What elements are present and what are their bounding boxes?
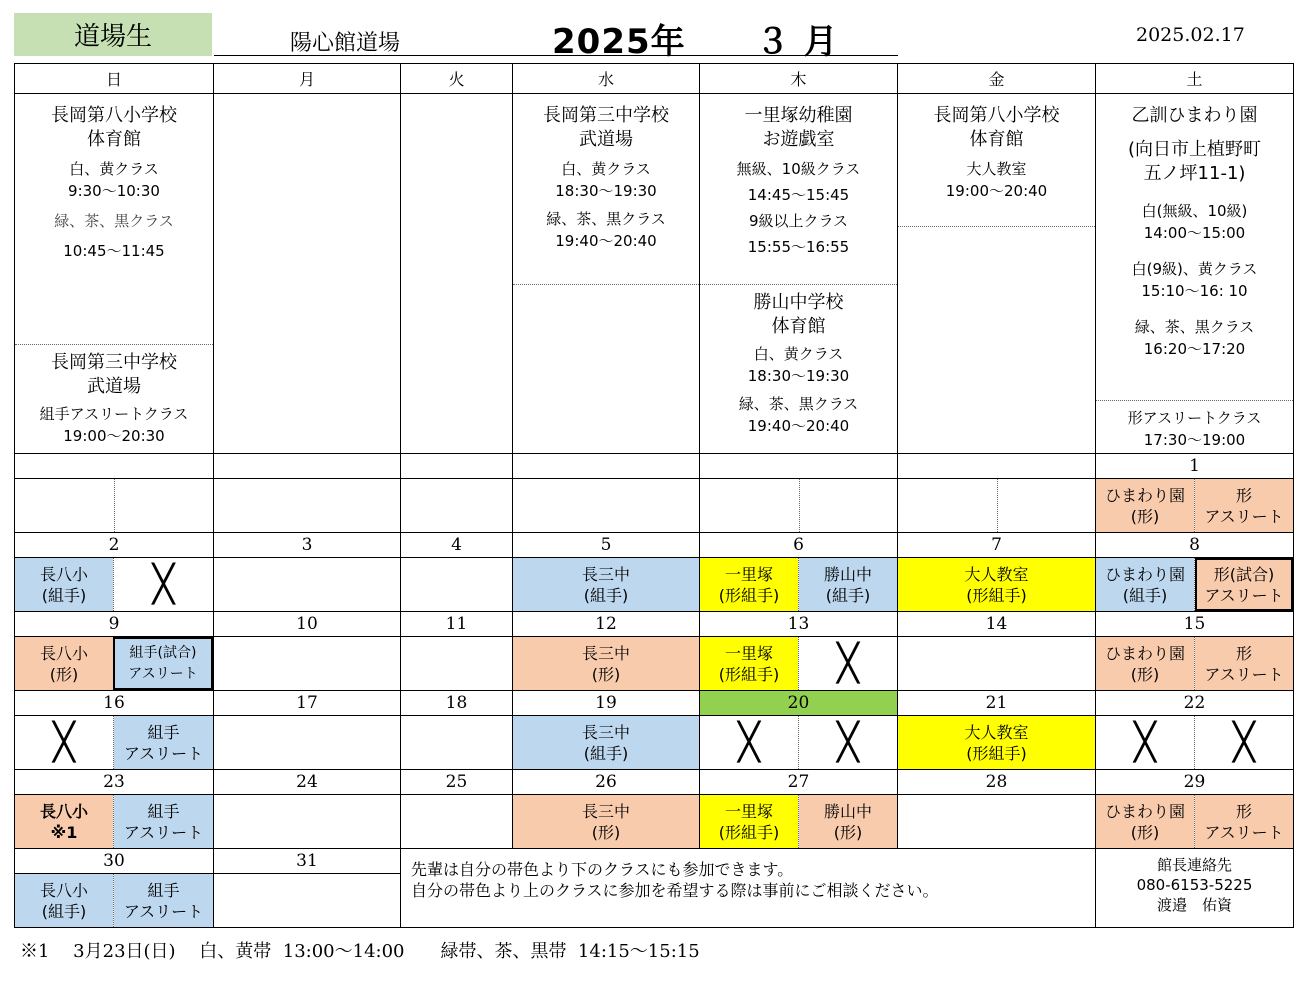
day-cell-30 xyxy=(15,874,214,928)
weekday-mon: 月 xyxy=(214,64,401,94)
day-cell-21 xyxy=(898,716,1096,770)
day-cell xyxy=(401,479,513,533)
day-cell-5 xyxy=(513,558,700,612)
contact-box xyxy=(1096,849,1294,928)
day-cell xyxy=(15,479,214,533)
class-time: 19:00～20:40 xyxy=(945,182,1048,200)
venue-name: 長岡第三中学校 xyxy=(543,105,669,126)
day-cell-13 xyxy=(700,637,898,691)
no-class-cross-icon: ╳ xyxy=(1233,721,1255,763)
day-cell-29 xyxy=(1096,795,1294,849)
day-cell-28 xyxy=(898,795,1096,849)
day-cell xyxy=(513,479,700,533)
event-kata-athlete: 形 アスリート xyxy=(1195,637,1293,690)
weekly-fri xyxy=(898,94,1096,454)
day-cell-17 xyxy=(214,716,401,770)
weekly-sat xyxy=(1096,94,1294,454)
event-nagahachi-kumite: 長八小 (組手) xyxy=(15,558,113,611)
day-number-12: 12 xyxy=(513,612,700,637)
class-name: 大人教室 xyxy=(966,160,1027,178)
day-number-20-holiday: 20 xyxy=(700,691,898,716)
dojo-name: 陽心館道場 xyxy=(290,31,401,56)
event-kumite-athlete: 組手 アスリート xyxy=(114,795,213,848)
day-number-17: 17 xyxy=(214,691,401,716)
class-name: 緑、茶、黒クラス xyxy=(1134,318,1255,336)
day-cell-24 xyxy=(214,795,401,849)
weekday-tue: 火 xyxy=(401,64,513,94)
event-nagahachi-kata: 長八小 (形) xyxy=(15,637,113,690)
event-otona: 大人教室 (形組手) xyxy=(898,558,1095,611)
day-cell-8 xyxy=(1096,558,1294,612)
weekly-schedule xyxy=(14,63,1294,454)
class-time: 19:00～20:30 xyxy=(63,427,165,445)
day-number-23: 23 xyxy=(15,770,214,795)
venue-room: 体育館 xyxy=(969,129,1024,150)
class-time: 18:30～19:30 xyxy=(555,182,657,200)
day-cell-20 xyxy=(700,716,898,770)
day-cell-10 xyxy=(214,637,401,691)
class-name: 白(9級)、黄クラス xyxy=(1131,260,1258,278)
event-kata-athlete: 形 アスリート xyxy=(1195,795,1293,848)
note-line-1: 先輩は自分の帯色より下のクラスにも参加できます。 xyxy=(411,860,794,879)
day-cell-26 xyxy=(513,795,700,849)
class-time: 19:40～20:40 xyxy=(555,232,657,250)
event-katsuyama-kumite: 勝山中 (組手) xyxy=(799,558,897,611)
weekday-sun: 日 xyxy=(15,64,214,94)
class-name: 白、黄クラス xyxy=(561,160,651,178)
event-nagasan-kata: 長三中 (形) xyxy=(513,637,699,690)
class-time: 18:30～19:30 xyxy=(747,367,850,385)
day-number xyxy=(401,454,513,479)
day-cell-7 xyxy=(898,558,1096,612)
contact-phone: 080-6153-5225 xyxy=(1136,876,1253,894)
event-kumite-athlete: 組手 アスリート xyxy=(114,716,213,769)
venue-room: お遊戯室 xyxy=(762,129,835,150)
day-number-24: 24 xyxy=(214,770,401,795)
class-name: 形アスリートクラス xyxy=(1127,409,1262,427)
day-number-27: 27 xyxy=(700,770,898,795)
day-number xyxy=(513,454,700,479)
weekday-fri: 金 xyxy=(898,64,1096,94)
no-class-cross-icon: ╳ xyxy=(738,721,760,763)
class-name: 白、黄クラス xyxy=(753,345,844,363)
day-number-1: 1 xyxy=(1096,454,1294,479)
weekday-sat: 土 xyxy=(1096,64,1294,94)
venue-name: 一里塚幼稚園 xyxy=(744,105,853,126)
day-cell-19 xyxy=(513,716,700,770)
day-number-31: 31 xyxy=(214,849,401,874)
day-cell xyxy=(214,479,401,533)
no-class-cross-icon: ╳ xyxy=(837,642,859,684)
class-time: 19:40～20:40 xyxy=(747,417,850,435)
class-name: 緑、茶、黒クラス xyxy=(546,210,666,228)
day-cell-23 xyxy=(15,795,214,849)
day-number-2: 2 xyxy=(15,533,214,558)
class-name: 緑、茶、黒クラス xyxy=(738,395,859,413)
day-number-18: 18 xyxy=(401,691,513,716)
event-ichirizuka: 一里塚 (形組手) xyxy=(700,637,798,690)
day-number-30: 30 xyxy=(15,849,214,874)
event-ichirizuka: 一里塚 (形組手) xyxy=(700,795,798,848)
day-number-15: 15 xyxy=(1096,612,1294,637)
weekday-wed: 水 xyxy=(513,64,700,94)
class-name: 緑、茶、黒クラス xyxy=(54,212,174,230)
day-number-13: 13 xyxy=(700,612,898,637)
venue-name: 長岡第八小学校 xyxy=(51,105,177,126)
page-title: 2025年 ３ 月 xyxy=(552,22,839,62)
day-cell-15 xyxy=(1096,637,1294,691)
day-number xyxy=(15,454,214,479)
day-number-10: 10 xyxy=(214,612,401,637)
monthly-calendar xyxy=(14,453,1294,928)
day-cell-9 xyxy=(15,637,214,691)
day-number-8: 8 xyxy=(1096,533,1294,558)
venue-name: 乙訓ひまわり園 xyxy=(1131,105,1258,126)
weekly-tue xyxy=(401,94,513,454)
day-cell-2 xyxy=(15,558,214,612)
event-kata-shiai-athlete: 形(試合) アスリート xyxy=(1195,558,1293,611)
day-cell-16 xyxy=(15,716,214,770)
event-nagahachi-special: 長八小 ※1 xyxy=(15,795,113,848)
class-time: 15:55～16:55 xyxy=(747,238,850,256)
event-kata-athlete: 形 アスリート xyxy=(1195,479,1293,532)
class-name: 組手アスリートクラス xyxy=(39,405,189,423)
day-number-14: 14 xyxy=(898,612,1096,637)
day-cell-6 xyxy=(700,558,898,612)
class-time: 9:30～10:30 xyxy=(68,182,160,200)
venue-room: 体育館 xyxy=(771,316,826,337)
no-class-cross-icon: ╳ xyxy=(152,563,175,605)
day-number xyxy=(700,454,898,479)
notes xyxy=(401,849,1095,901)
students-badge: 道場生 xyxy=(14,13,212,56)
event-nagasan-kata: 長三中 (形) xyxy=(513,795,699,848)
day-number-22: 22 xyxy=(1096,691,1294,716)
day-number-5: 5 xyxy=(513,533,700,558)
event-nagasan-kumite: 長三中 (組手) xyxy=(513,716,699,769)
event-ichirizuka: 一里塚 (形組手) xyxy=(700,558,798,611)
day-cell-31 xyxy=(214,874,401,928)
day-number-7: 7 xyxy=(898,533,1096,558)
no-class-cross-icon: ╳ xyxy=(837,721,859,763)
venue-name: 長岡第三中学校 xyxy=(51,352,177,373)
venue-room: 武道場 xyxy=(579,129,633,150)
weekly-wed xyxy=(513,94,700,454)
class-time: 16:20～17:20 xyxy=(1143,340,1246,358)
weekly-sun xyxy=(15,94,214,454)
note-line-2: 自分の帯色より上のクラスに参加を希望する際は事前にご相談ください。 xyxy=(411,881,939,900)
event-otona: 大人教室 (形組手) xyxy=(898,716,1095,769)
day-number-3: 3 xyxy=(214,533,401,558)
event-katsuyama-kata: 勝山中 (形) xyxy=(799,795,897,848)
event-nagasan-kumite: 長三中 (組手) xyxy=(513,558,699,611)
issue-date: 2025.02.17 xyxy=(1136,24,1245,46)
day-number-11: 11 xyxy=(401,612,513,637)
day-number-25: 25 xyxy=(401,770,513,795)
day-number xyxy=(898,454,1096,479)
notes-box xyxy=(401,849,1096,928)
venue-room: 武道場 xyxy=(87,376,141,397)
contact-name: 渡邉 佑資 xyxy=(1156,896,1232,914)
class-time: 15:10～16: 10 xyxy=(1141,282,1248,300)
venue-address: 五ノ坪11-1) xyxy=(1143,163,1246,184)
weekly-mon xyxy=(214,94,401,454)
weekday-thu: 木 xyxy=(700,64,898,94)
no-class-cross-icon: ╳ xyxy=(1134,721,1156,763)
day-cell xyxy=(898,479,1096,533)
day-cell-14 xyxy=(898,637,1096,691)
day-number-28: 28 xyxy=(898,770,1096,795)
day-number-6: 6 xyxy=(700,533,898,558)
event-himawari-kumite: ひまわり園 (組手) xyxy=(1096,558,1194,611)
event-kumite-athlete: 組手 アスリート xyxy=(114,874,213,927)
no-class-cross-icon: ╳ xyxy=(53,721,75,763)
day-cell-11 xyxy=(401,637,513,691)
class-time: 14:45～15:45 xyxy=(747,186,850,204)
day-cell-27 xyxy=(700,795,898,849)
day-cell-22 xyxy=(1096,716,1294,770)
weekly-thu xyxy=(700,94,898,454)
venue-room: 体育館 xyxy=(87,129,141,150)
day-number-4: 4 xyxy=(401,533,513,558)
class-name: 無級、10級クラス xyxy=(736,160,861,178)
day-cell xyxy=(700,479,898,533)
day-number-26: 26 xyxy=(513,770,700,795)
venue-name: 長岡第八小学校 xyxy=(933,105,1060,126)
day-number-19: 19 xyxy=(513,691,700,716)
footnote: ※1 3月23日(日) 白、黄帯 13:00～14:00 緑帯、茶、黒帯 14:15～15:15 xyxy=(20,941,700,962)
day-number-29: 29 xyxy=(1096,770,1294,795)
contact-label: 館長連絡先 xyxy=(1156,856,1232,874)
day-cell-3 xyxy=(214,558,401,612)
class-name: 9級以上クラス xyxy=(748,212,849,230)
day-cell-18 xyxy=(401,716,513,770)
day-cell-12 xyxy=(513,637,700,691)
venue-name: 勝山中学校 xyxy=(753,292,844,313)
class-time: 17:30～19:00 xyxy=(1143,431,1246,449)
day-cell-4 xyxy=(401,558,513,612)
class-time: 14:00～15:00 xyxy=(1143,224,1246,242)
day-cell-25 xyxy=(401,795,513,849)
day-number xyxy=(214,454,401,479)
class-name: 白(無級、10級) xyxy=(1141,202,1248,220)
day-number-16: 16 xyxy=(15,691,214,716)
day-cell-1 xyxy=(1096,479,1294,533)
event-himawari-kata: ひまわり園 (形) xyxy=(1096,479,1194,532)
day-number-9: 9 xyxy=(15,612,214,637)
venue-address: (向日市上植野町 xyxy=(1127,139,1262,160)
class-time: 10:45～11:45 xyxy=(63,242,165,260)
day-number-21: 21 xyxy=(898,691,1096,716)
event-himawari-kata: ひまわり園 (形) xyxy=(1096,795,1194,848)
class-name: 白、黄クラス xyxy=(69,160,159,178)
event-kumite-shiai-athlete: 組手(試合) アスリート xyxy=(113,637,213,690)
event-himawari-kata: ひまわり園 (形) xyxy=(1096,637,1194,690)
event-nagahachi-kumite: 長八小 (組手) xyxy=(15,874,113,927)
